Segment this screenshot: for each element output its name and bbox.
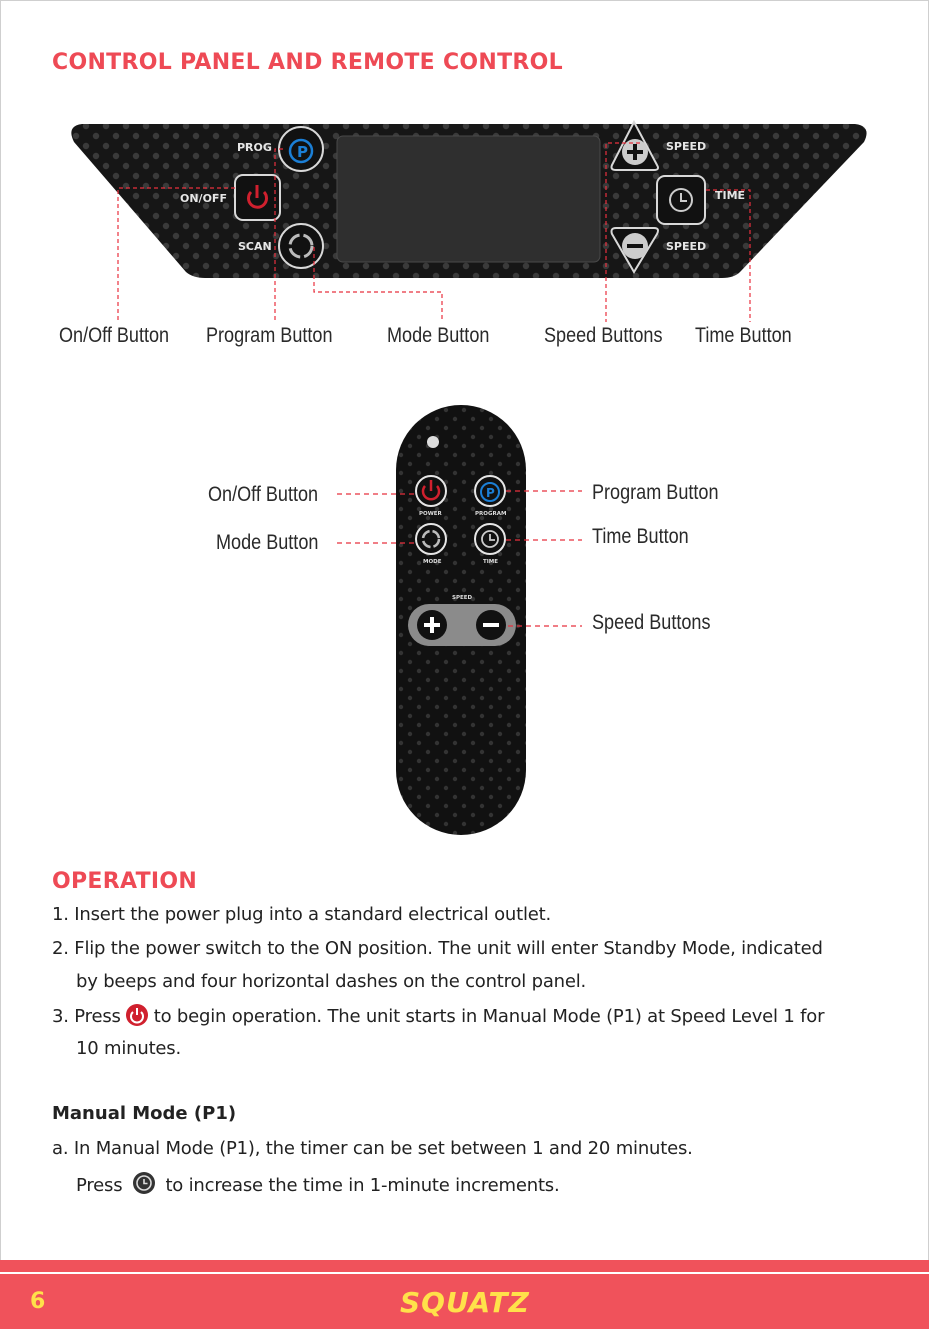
remote-label-program: PROGRAM <box>475 511 507 517</box>
label-speed-up: SPEED <box>666 140 707 153</box>
remote-label-mode: MODE <box>423 559 442 565</box>
brand-logo: SQUATZ <box>400 1286 530 1319</box>
section-heading-operation: OPERATION <box>52 869 198 894</box>
manual-mode-press-line <box>76 1171 560 1196</box>
remote-label-speed: SPEED <box>452 595 473 601</box>
step-3-suffix: to begin operation. The unit starts in Manual Mode (P1) at Speed Level 1 for <box>153 1006 825 1027</box>
step-2-line-2: by beeps and four horizontal dashes on the control panel. <box>76 971 587 992</box>
remote-callout-time: Time Button <box>592 525 689 548</box>
step-3-prefix: 3. Press <box>52 1006 121 1027</box>
remote-label-time: TIME <box>483 559 499 565</box>
step-3-line-2: 10 minutes. <box>76 1038 182 1059</box>
callout-time-button: Time Button <box>695 324 792 347</box>
step-1: 1. Insert the power plug into a standard electrical outlet. <box>52 904 552 925</box>
manual-mode-title: Manual Mode (P1) <box>52 1103 237 1124</box>
label-prog: PROG <box>237 141 272 154</box>
callout-speed-buttons: Speed Buttons <box>544 324 663 347</box>
step-3-line-1 <box>52 1004 824 1027</box>
remote-led <box>427 436 439 448</box>
remote-callout-program: Program Button <box>592 481 719 504</box>
remote-label-power: POWER <box>419 511 442 517</box>
label-speed-down: SPEED <box>666 240 707 253</box>
label-time: TIME <box>715 189 746 202</box>
press-prefix: Press <box>76 1175 123 1196</box>
svg-text:P: P <box>297 143 308 161</box>
remote-callout-on-off: On/Off Button <box>208 483 319 506</box>
step-2-line-1: 2. Flip the power switch to the ON position. The unit will enter Standby Mode, indicated <box>52 938 823 959</box>
remote-callout-speed: Speed Buttons <box>592 611 711 634</box>
footer-divider <box>0 1272 929 1274</box>
callout-program-button: Program Button <box>206 324 333 347</box>
manual-mode-a: a. In Manual Mode (P1), the timer can be set between 1 and 20 minutes. <box>52 1138 693 1159</box>
callout-on-off-button: On/Off Button <box>59 324 170 347</box>
page-number: 6 <box>30 1289 46 1314</box>
remote-callout-mode: Mode Button <box>216 531 319 554</box>
power-icon <box>126 1004 148 1026</box>
press-suffix: to increase the time in 1-minute increments. <box>165 1175 560 1196</box>
svg-text:P: P <box>486 486 495 500</box>
section-heading-control: CONTROL PANEL AND REMOTE CONTROL <box>52 50 563 75</box>
label-on-off: ON/OFF <box>180 192 227 205</box>
label-scan: SCAN <box>238 240 272 253</box>
timer-icon <box>132 1171 156 1195</box>
callout-mode-button: Mode Button <box>387 324 490 347</box>
remote-mode-button <box>416 524 446 554</box>
